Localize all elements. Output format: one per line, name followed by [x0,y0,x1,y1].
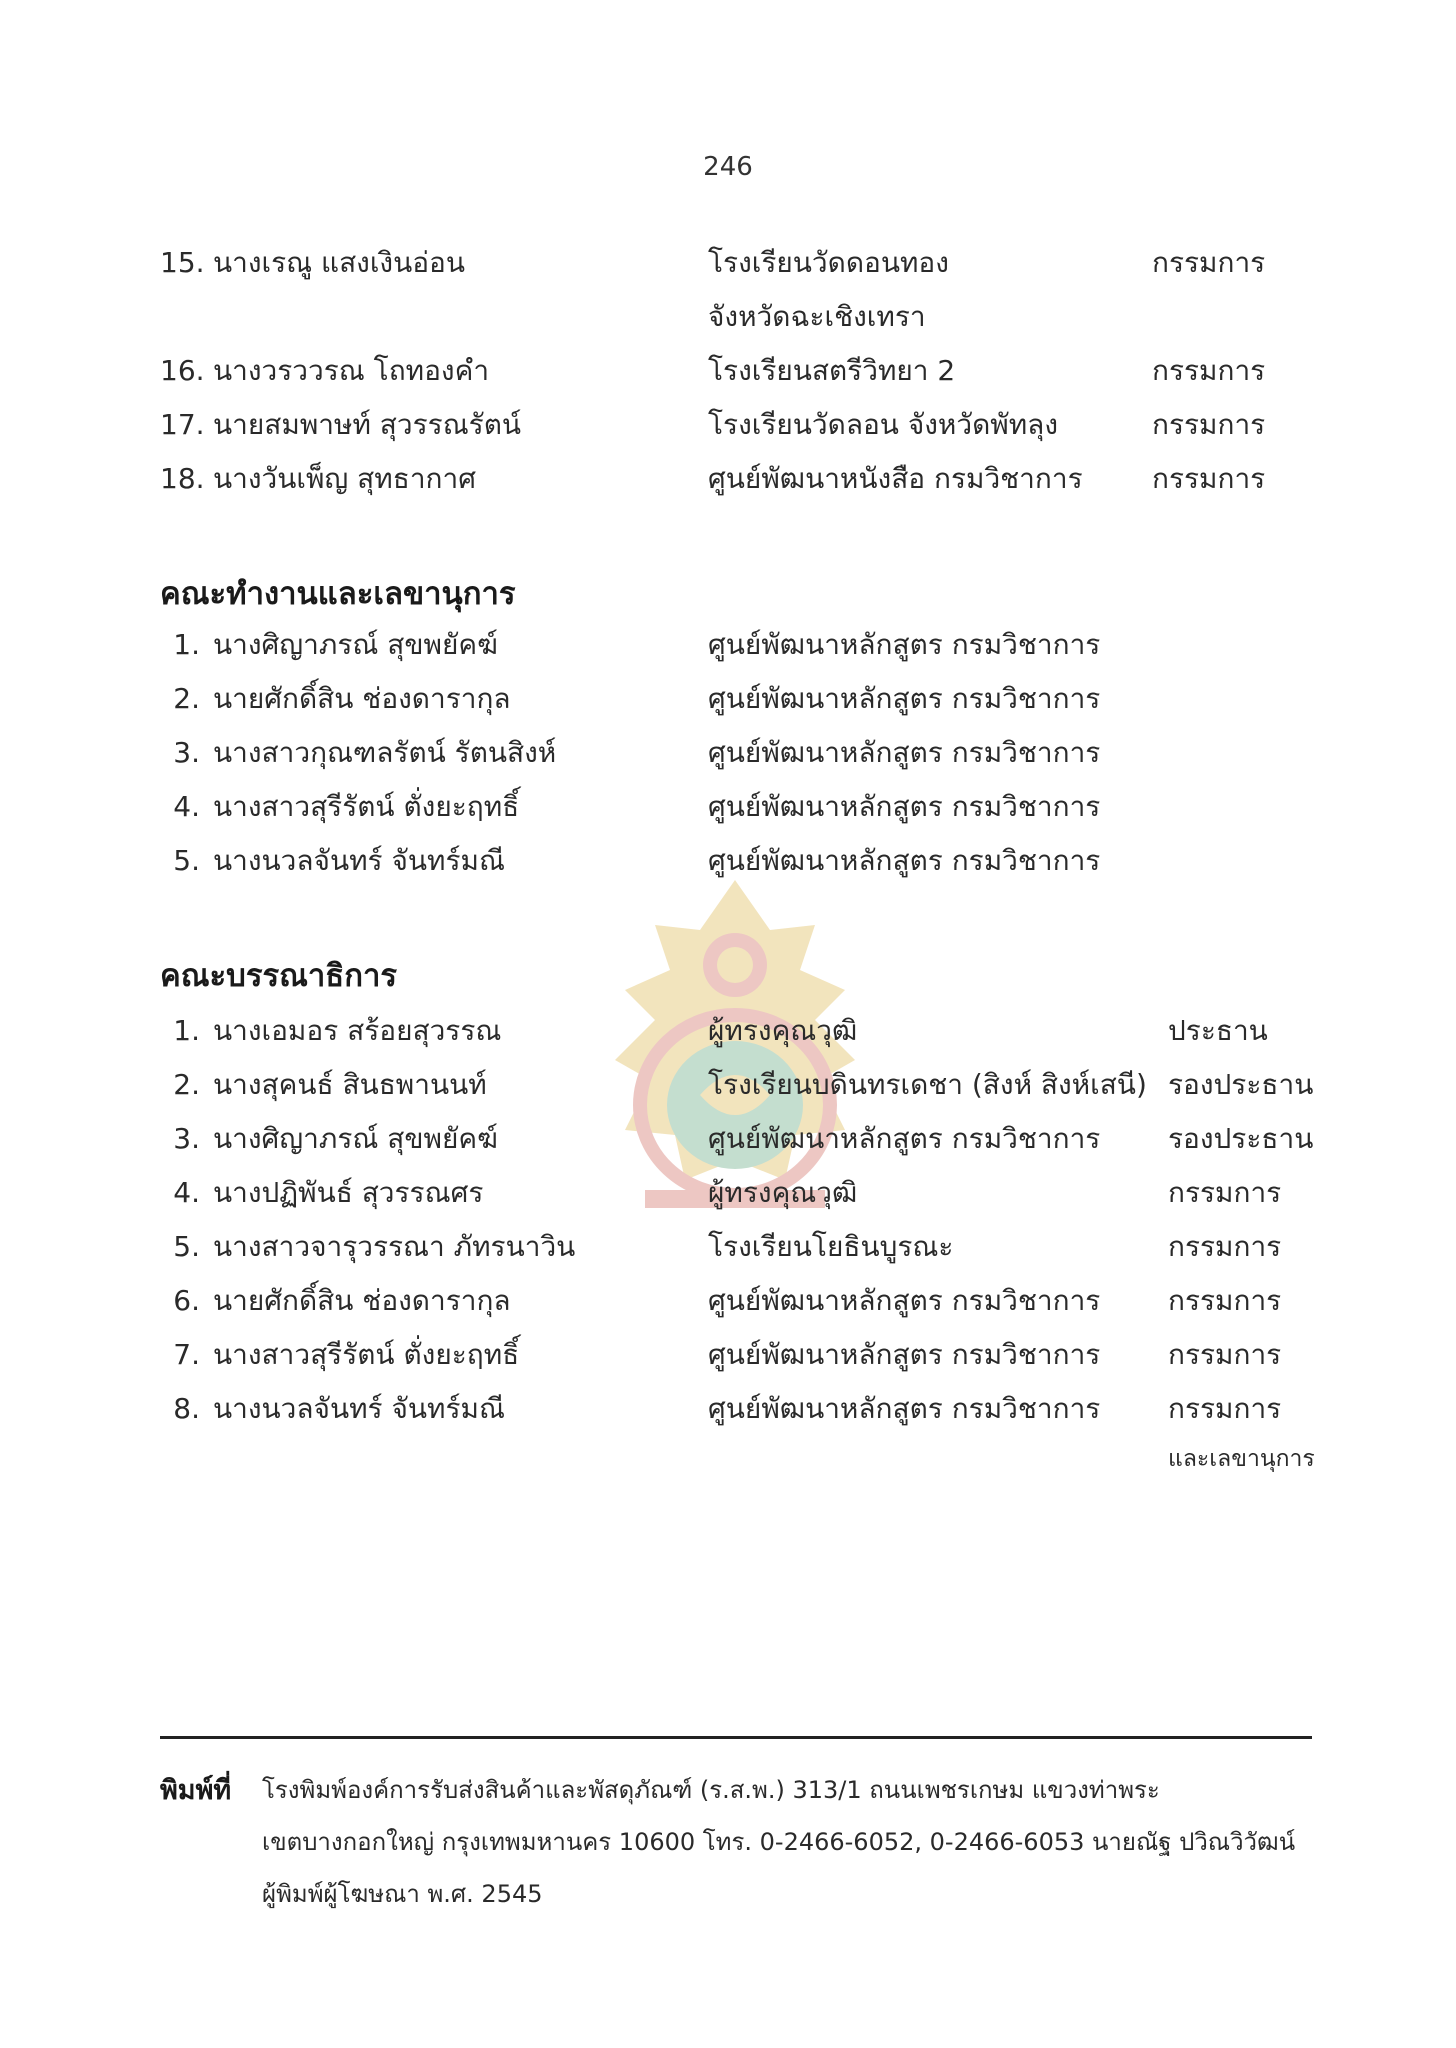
member-organization: ศูนย์พัฒนาหลักสูตร กรมวิชาการ [708,682,1101,715]
page-number: 246 [703,152,753,182]
item-number: 17. [160,408,205,441]
editorial-heading: คณะบรรณาธิการ [160,958,398,994]
committee-row [0,346,1456,396]
member-role: กรรมการ [1152,462,1266,495]
editorial-row [0,1330,1456,1380]
committee-row [0,238,1456,288]
member-name: นางสาวกุณฑลรัตน์ รัตนสิงห์ [213,736,557,769]
item-number: 2. [173,1068,200,1101]
member-organization: ศูนย์พัฒนาหลักสูตร กรมวิชาการ [708,1338,1101,1371]
member-organization: ศูนย์พัฒนาหนังสือ กรมวิชาการ [708,462,1083,495]
item-number: 1. [173,628,200,661]
item-number: 15. [160,246,205,279]
item-number: 5. [173,1230,200,1263]
member-role: รองประธาน [1168,1068,1314,1101]
item-number: 16. [160,354,205,387]
member-role: กรรมการ [1168,1176,1282,1209]
working-group-row [0,836,1456,886]
member-organization: ศูนย์พัฒนาหลักสูตร กรมวิชาการ [708,628,1101,661]
member-organization: ศูนย์พัฒนาหลักสูตร กรมวิชาการ [708,844,1101,877]
member-name: นางวรววรณ โถทองคำ [213,354,490,387]
member-role: กรรมการ [1168,1392,1282,1425]
member-role: กรรมการ [1168,1230,1282,1263]
member-organization: ศูนย์พัฒนาหลักสูตร กรมวิชาการ [708,790,1101,823]
working-group-row [0,620,1456,670]
editorial-row [0,1168,1456,1218]
member-role: กรรมการ [1152,408,1266,441]
member-name: นายสมพาษท์ สุวรรณรัตน์ [213,408,522,441]
member-organization: โรงเรียนบดินทรเดชา (สิงห์ สิงห์เสนี) [708,1068,1147,1101]
working-group-heading: คณะทำงานและเลขานุการ [160,576,516,612]
item-number: 4. [173,790,200,823]
member-organization: โรงเรียนโยธินบูรณะ [708,1230,954,1263]
member-name: นายศักดิ์สิน ช่องดารากุล [213,1284,511,1317]
member-name: นางนวลจันทร์ จันทร์มณี [213,1392,505,1425]
item-number: 4. [173,1176,200,1209]
member-name: นางนวลจันทร์ จันทร์มณี [213,844,505,877]
member-organization: ผู้ทรงคุณวุฒิ [708,1014,858,1047]
member-name: นางเรณู แสงเงินอ่อน [213,246,465,279]
item-number: 2. [173,682,200,715]
member-role: กรรมการ [1152,354,1266,387]
member-organization: โรงเรียนวัดลอน จังหวัดพัทลุง [708,408,1059,441]
member-name: นางวันเพ็ญ สุทธากาศ [213,462,476,495]
member-name: นายศักดิ์สิน ช่องดารากุล [213,682,511,715]
editorial-row [0,1222,1456,1272]
member-organization-continued [0,292,1456,342]
member-organization: ศูนย์พัฒนาหลักสูตร กรมวิชาการ [708,1284,1101,1317]
editorial-row [0,1384,1456,1434]
member-name: นางสาวสุรีรัตน์ ตั่งยะฤทธิ์ [213,1338,520,1371]
member-role-line2: และเลขานุการ [1168,1446,1315,1472]
item-number: 18. [160,462,205,495]
footer-label: พิมพ์ที่ [160,1775,232,1806]
member-name: นางปฏิพันธ์ สุวรรณศร [213,1176,484,1209]
item-number: 5. [173,844,200,877]
footer-divider [160,1736,1312,1739]
item-number: 8. [173,1392,200,1425]
member-role: กรรมการ [1152,246,1266,279]
member-organization-line2: จังหวัดฉะเชิงเทรา [708,300,926,333]
working-group-row [0,782,1456,832]
footer-line-3: ผู้พิมพ์ผู้โฆษณา พ.ศ. 2545 [262,1880,543,1908]
editorial-row [0,1276,1456,1326]
member-name: นางศิญาภรณ์ สุขพยัคฆ์ [213,628,498,661]
member-role: กรรมการ [1168,1338,1282,1371]
member-name: นางสาวสุรีรัตน์ ตั่งยะฤทธิ์ [213,790,520,823]
editorial-row [0,1006,1456,1056]
member-role: รองประธาน [1168,1122,1314,1155]
member-name: นางสุคนธ์ สินธพานนท์ [213,1068,487,1101]
item-number: 3. [173,736,200,769]
member-organization: ศูนย์พัฒนาหลักสูตร กรมวิชาการ [708,1392,1101,1425]
committee-row [0,454,1456,504]
item-number: 1. [173,1014,200,1047]
member-name: นางเอมอร สร้อยสุวรรณ [213,1014,502,1047]
footer-line-2: เขตบางกอกใหญ่ กรุงเทพมหานคร 10600 โทร. 0-2466-6052, 0-2466-6053 นายณัฐ ปวิณวิวัฒน์ [262,1828,1296,1856]
committee-row [0,400,1456,450]
member-role: ประธาน [1168,1014,1268,1047]
item-number: 7. [173,1338,200,1371]
member-organization: ศูนย์พัฒนาหลักสูตร กรมวิชาการ [708,1122,1101,1155]
working-group-row [0,674,1456,724]
member-organization: โรงเรียนวัดดอนทอง [708,246,949,279]
item-number: 3. [173,1122,200,1155]
member-name: นางสาวจารุวรรณา ภัทรนาวิน [213,1230,576,1263]
member-organization: โรงเรียนสตรีวิทยา 2 [708,354,956,387]
item-number: 6. [173,1284,200,1317]
footer-line-1: โรงพิมพ์องค์การรับส่งสินค้าและพัสดุภัณฑ์ (ร.ส.พ.) 313/1 ถนนเพชรเกษม แขวงท่าพระ [262,1776,1160,1804]
editorial-row [0,1060,1456,1110]
member-role: กรรมการ [1168,1284,1282,1317]
member-name: นางศิญาภรณ์ สุขพยัคฆ์ [213,1122,498,1155]
editorial-row [0,1114,1456,1164]
member-organization: ผู้ทรงคุณวุฒิ [708,1176,858,1209]
member-organization: ศูนย์พัฒนาหลักสูตร กรมวิชาการ [708,736,1101,769]
member-role-continued [0,1434,1456,1484]
working-group-row [0,728,1456,778]
